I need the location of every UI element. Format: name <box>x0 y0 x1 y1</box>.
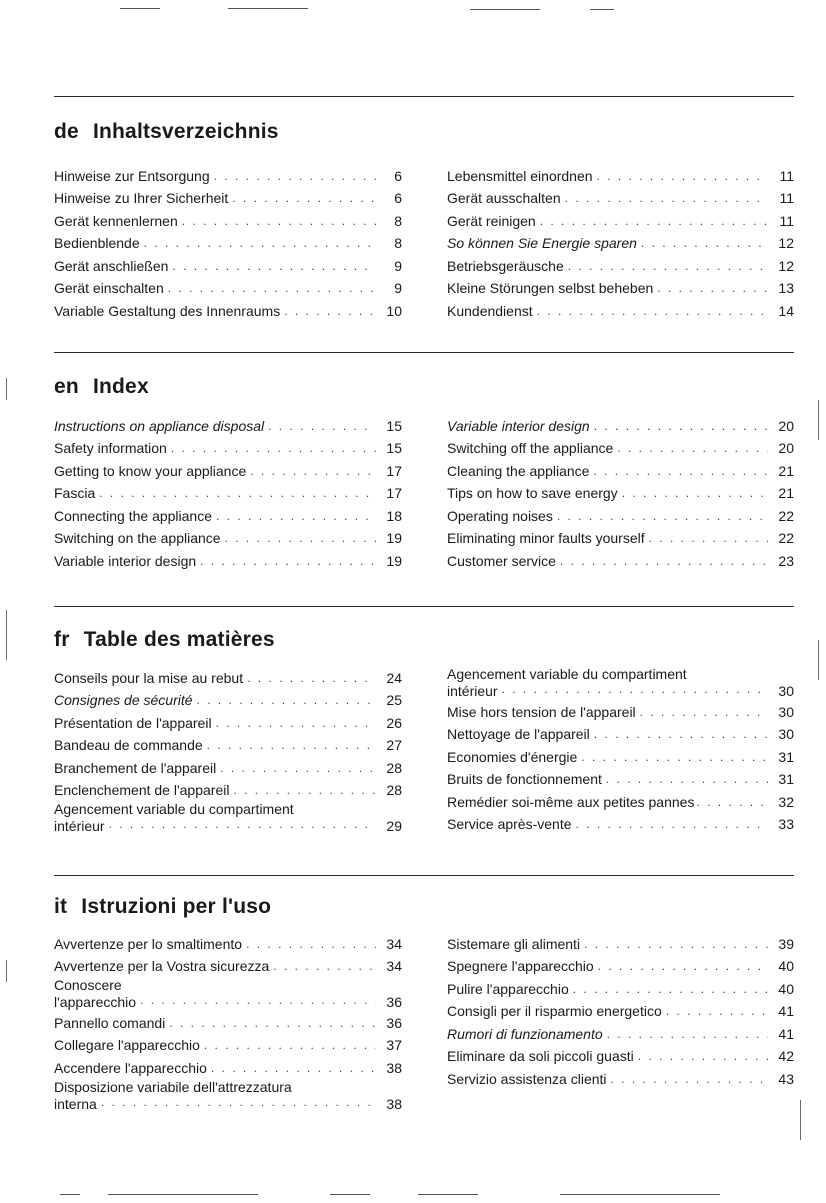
toc-entry[interactable]: Rumori di funzionamento . . . 41 <box>447 1022 794 1045</box>
toc-entry[interactable]: Pulire l'apparecchio . . . 40 <box>447 977 794 1000</box>
section-heading-en <box>54 375 149 399</box>
scan-artifact <box>108 1194 258 1195</box>
toc-entry[interactable]: Getting to know your appliance . . . 17 <box>54 459 402 482</box>
section-rule-en <box>54 352 794 353</box>
toc-entry[interactable]: Instructions on appliance disposal . . . 15 <box>54 414 402 437</box>
toc-entry[interactable]: Switching on the appliance . . . 19 <box>54 527 402 550</box>
scan-artifact <box>6 610 7 660</box>
toc-entry[interactable]: Bruits de fonctionnement . . . 31 <box>447 768 794 791</box>
toc-entry[interactable]: Pannello comandi . . . 36 <box>54 1011 402 1034</box>
toc-entry[interactable]: Kleine Störungen selbst beheben . . . 13 <box>447 277 794 300</box>
scan-artifact <box>6 960 7 982</box>
toc-column-right <box>447 666 794 835</box>
toc-entry[interactable]: Hinweise zu Ihrer Sicherheit . . . 6 <box>54 187 402 210</box>
scan-artifact <box>818 400 819 440</box>
toc-entry[interactable]: Agencement variable du compartiment intérieur . . . 30 <box>447 666 794 700</box>
section-rule-de <box>54 96 794 97</box>
section-lang-code: en <box>54 375 79 398</box>
scan-artifact <box>800 1100 801 1140</box>
toc-entry[interactable]: Fascia . . . 17 <box>54 482 402 505</box>
toc-entry[interactable]: Customer service . . . 23 <box>447 549 794 572</box>
toc-entry[interactable]: Branchement de l'appareil . . . 28 <box>54 756 402 779</box>
toc-entry[interactable]: So können Sie Energie sparen . . . 12 <box>447 232 794 255</box>
scan-artifact <box>228 8 308 9</box>
toc-entry[interactable]: Variable Gestaltung des Innenraums . . . 10 <box>54 299 402 322</box>
section-heading-fr <box>54 628 275 652</box>
toc-column-left <box>54 414 402 572</box>
toc-entry[interactable]: Gerät kennenlernen . . . 8 <box>54 209 402 232</box>
toc-entry[interactable]: Bedienblende . . . 8 <box>54 232 402 255</box>
scan-artifact <box>818 640 819 680</box>
toc-entry[interactable]: Kundendienst . . . 14 <box>447 299 794 322</box>
toc-entry[interactable]: Service après-vente . . . 33 <box>447 813 794 836</box>
toc-entry[interactable]: Gerät einschalten . . . 9 <box>54 277 402 300</box>
toc-entry[interactable]: Spegnere l'apparecchio . . . 40 <box>447 955 794 978</box>
toc-entry[interactable]: Collegare l'apparecchio . . . 37 <box>54 1034 402 1057</box>
scan-artifact <box>6 378 7 400</box>
scan-artifact <box>590 9 614 10</box>
toc-entry[interactable]: Disposizione variabile dell'attrezzatura interna . . . 38 <box>54 1079 402 1113</box>
toc-entry[interactable]: Mise hors tension de l'appareil . . . 30 <box>447 700 794 723</box>
toc-entry[interactable]: Conseils pour la mise au rebut . . . 24 <box>54 666 402 689</box>
toc-entry[interactable]: Conoscere l'apparecchio . . . 36 <box>54 977 402 1011</box>
toc-entry[interactable]: Avvertenze per lo smaltimento . . . 34 <box>54 932 402 955</box>
scan-artifact <box>560 1194 720 1195</box>
toc-column-right <box>447 932 794 1090</box>
section-rule-it <box>54 875 794 876</box>
toc-entry[interactable]: Servizio assistenza clienti . . . 43 <box>447 1067 794 1090</box>
toc-entry[interactable]: Agencement variable du compartiment intérieur . . . 29 <box>54 801 402 835</box>
toc-entry[interactable]: Présentation de l'appareil . . . 26 <box>54 711 402 734</box>
section-title: Index <box>92 375 149 398</box>
toc-entry[interactable]: Cleaning the appliance . . . 21 <box>447 459 794 482</box>
toc-entry[interactable]: Gerät reinigen . . . 11 <box>447 209 794 232</box>
section-heading-de <box>54 120 279 144</box>
toc-column-left <box>54 932 402 1113</box>
scan-artifact <box>330 1194 370 1195</box>
toc-entry[interactable]: Gerät ausschalten . . . 11 <box>447 187 794 210</box>
toc-entry[interactable]: Lebensmittel einordnen . . . 11 <box>447 164 794 187</box>
toc-entry[interactable]: Accendere l'apparecchio . . . 38 <box>54 1056 402 1079</box>
toc-entry[interactable]: Operating noises . . . 22 <box>447 504 794 527</box>
scan-artifact <box>470 9 540 10</box>
section-title: Table des matières <box>83 628 275 651</box>
toc-column-right <box>447 164 794 322</box>
toc-entry[interactable]: Avvertenze per la Vostra sicurezza . . . 34 <box>54 955 402 978</box>
toc-entry[interactable]: Consigli per il risparmio energetico . . . 41 <box>447 1000 794 1023</box>
toc-column-right <box>447 414 794 572</box>
toc-column-left <box>54 666 402 835</box>
section-lang-code: fr <box>54 628 70 651</box>
scan-artifact <box>120 8 160 9</box>
toc-entry[interactable]: Enclenchement de l'appareil . . . 28 <box>54 779 402 802</box>
toc-entry[interactable]: Tips on how to save energy . . . 21 <box>447 482 794 505</box>
toc-entry[interactable]: Variable interior design . . . 19 <box>54 549 402 572</box>
toc-entry[interactable]: Bandeau de commande . . . 27 <box>54 734 402 757</box>
section-title: Istruzioni per l'uso <box>81 895 272 918</box>
toc-entry[interactable]: Gerät anschließen . . . 9 <box>54 254 402 277</box>
toc-entry[interactable]: Betriebsgeräusche . . . 12 <box>447 254 794 277</box>
toc-entry[interactable]: Remédier soi-même aux petites pannes . . . 32 <box>447 790 794 813</box>
section-rule-fr <box>54 606 794 607</box>
section-lang-code: de <box>54 120 79 143</box>
toc-entry[interactable]: Consignes de sécurité . . . 25 <box>54 689 402 712</box>
toc-entry[interactable]: Connecting the appliance . . . 18 <box>54 504 402 527</box>
toc-entry[interactable]: Hinweise zur Entsorgung . . . 6 <box>54 164 402 187</box>
toc-column-left <box>54 164 402 322</box>
scan-artifact <box>60 1194 80 1195</box>
toc-entry[interactable]: Safety information . . . 15 <box>54 437 402 460</box>
section-title: Inhaltsverzeichnis <box>92 120 279 143</box>
toc-entry[interactable]: Economies d'énergie . . . 31 <box>447 745 794 768</box>
section-heading-it <box>54 895 271 919</box>
scan-artifact <box>418 1194 478 1195</box>
toc-entry[interactable]: Sistemare gli alimenti . . . 39 <box>447 932 794 955</box>
toc-entry[interactable]: Eliminating minor faults yourself . . . 22 <box>447 527 794 550</box>
toc-entry[interactable]: Eliminare da soli piccoli guasti . . . 42 <box>447 1045 794 1068</box>
toc-entry[interactable]: Variable interior design . . . 20 <box>447 414 794 437</box>
toc-entry[interactable]: Switching off the appliance . . . 20 <box>447 437 794 460</box>
toc-entry[interactable]: Nettoyage de l'appareil . . . 30 <box>447 723 794 746</box>
section-lang-code: it <box>54 895 68 918</box>
